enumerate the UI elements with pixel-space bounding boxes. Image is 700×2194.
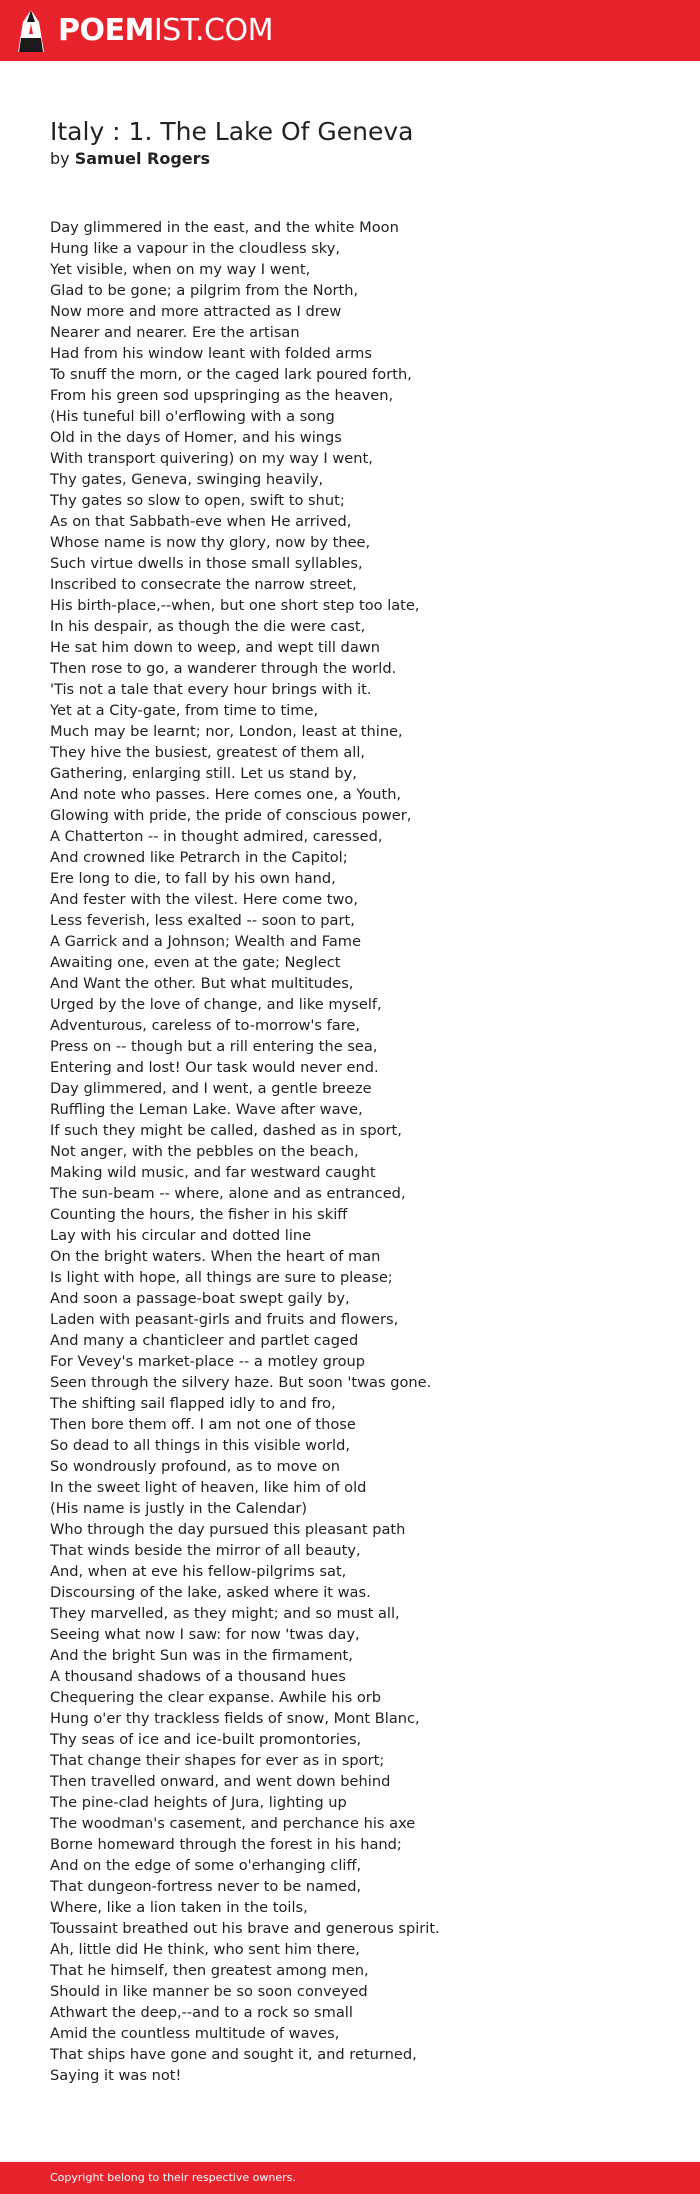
poem-line: They marvelled, as they might; and so must all,: [50, 1605, 400, 1622]
poem-line: Had from his window leant with folded arms: [50, 345, 372, 362]
poem-line: And on the edge of some o'erhanging cliff,: [50, 1857, 362, 1874]
poem-line: Thy gates so slow to open, swift to shut;: [50, 492, 345, 509]
poem-line: To snuff the morn, or the caged lark poured forth,: [50, 366, 412, 383]
poem-line: 'Tis not a tale that every hour brings with it.: [50, 681, 372, 698]
poem-line: Thy gates, Geneva, swinging heavily,: [50, 471, 324, 488]
poem-line: Yet at a City-gate, from time to time,: [50, 702, 319, 719]
poem-line: And many a chanticleer and partlet caged: [50, 1332, 359, 1349]
poem-line: Counting the hours, the fisher in his skiff: [50, 1206, 348, 1223]
poem-line: And soon a passage-boat swept gaily by,: [50, 1290, 350, 1307]
poem-line: Much may be learnt; nor, London, least at thine,: [50, 723, 403, 740]
poem-line: Chequering the clear expanse. Awhile his orb: [50, 1689, 382, 1706]
poem-line: Where, like a lion taken in the toils,: [50, 1899, 308, 1916]
poem-line: He sat him down to weep, and wept till dawn: [50, 639, 380, 656]
poem-line: The pine-clad heights of Jura, lighting up: [50, 1794, 347, 1811]
poem-line: Day glimmered in the east, and the white Moon: [50, 219, 399, 236]
poem-line: That change their shapes for ever as in sport;: [50, 1752, 385, 1769]
poem-line: In his despair, as though the die were cast,: [50, 618, 366, 635]
poem-line: That dungeon-fortress never to be named,: [50, 1878, 362, 1895]
author-link[interactable]: Samuel Rogers: [74, 149, 211, 168]
poem-line: Awaiting one, even at the gate; Neglect: [50, 954, 341, 971]
site-header: [0, 0, 700, 61]
poem-line: And, when at eve his fellow-pilgrims sat,: [50, 1563, 347, 1580]
poem-line: Saying it was not!: [50, 2067, 182, 2084]
pen-nib-icon: [14, 8, 48, 54]
poem-line: On the bright waters. When the heart of man: [50, 1248, 381, 1265]
site-name: [58, 8, 273, 54]
copyright-text: Copyright belong to their respective owners.: [50, 2171, 296, 2184]
poem-line: Glad to be gone; a pilgrim from the North,: [50, 282, 359, 299]
poem-line: A thousand shadows of a thousand hues: [50, 1668, 346, 1685]
poem-line: Now more and more attracted as I drew: [50, 303, 342, 320]
poem-line: Then travelled onward, and went down behind: [50, 1773, 391, 1790]
poem-line: (His name is justly in the Calendar): [50, 1500, 308, 1517]
poem-line: From his green sod upspringing as the heaven,: [50, 387, 394, 404]
poem-line: For Vevey's market-place -- a motley group: [50, 1353, 366, 1370]
poem-line: His birth-place,--when, but one short step too late,: [50, 597, 420, 614]
poem-line: Lay with his circular and dotted line: [50, 1227, 312, 1244]
poem-line: So wondrously profound, as to move on: [50, 1458, 341, 1475]
poem-line: Seen through the silvery haze. But soon 'twas gone.: [50, 1374, 432, 1391]
poem-line: Athwart the deep,--and to a rock so small: [50, 2004, 353, 2021]
poem-line: In the sweet light of heaven, like him of old: [50, 1479, 367, 1496]
poem-line: And Want the other. But what multitudes,: [50, 975, 354, 992]
poem-line: A Chatterton -- in thought admired, caressed,: [50, 828, 383, 845]
poem-line: Ruffling the Leman Lake. Wave after wave,: [50, 1101, 363, 1118]
poem-line: Borne homeward through the forest in his hand;: [50, 1836, 402, 1853]
poem-line: Gathering, enlarging still. Let us stand by,: [50, 765, 357, 782]
poem-line: If such they might be called, dashed as in sport,: [50, 1122, 402, 1139]
site-name-thin: IST.COM: [153, 13, 273, 48]
poem-line: With transport quivering) on my way I went,: [50, 450, 373, 467]
poem-line: Less feverish, less exalted -- soon to part,: [50, 912, 355, 929]
poem-line: That ships have gone and sought it, and returned,: [50, 2046, 417, 2063]
poem-line: Then rose to go, a wanderer through the world.: [50, 660, 397, 677]
poem-line: And note who passes. Here comes one, a Youth,: [50, 786, 402, 803]
poem-line: Should in like manner be so soon conveyed: [50, 1983, 368, 2000]
poem-line: And fester with the vilest. Here come two,: [50, 891, 358, 908]
poem-line: Discoursing of the lake, asked where it was.: [50, 1584, 371, 1601]
poem-line: Old in the days of Homer, and his wings: [50, 429, 342, 446]
poem-line: Making wild music, and far westward caught: [50, 1164, 376, 1181]
poem-line: And the bright Sun was in the firmament,: [50, 1647, 353, 1664]
poem-line: That winds beside the mirror of all beauty,: [50, 1542, 361, 1559]
poem-body: [50, 217, 670, 2086]
poem-line: Hung like a vapour in the cloudless sky,: [50, 240, 341, 257]
poem-line: Nearer and nearer. Ere the artisan: [50, 324, 300, 341]
poem-line: Yet visible, when on my way I went,: [50, 261, 311, 278]
byline: [50, 148, 210, 170]
poem-line: Urged by the love of change, and like myself,: [50, 996, 382, 1013]
poem-line: Inscribed to consecrate the narrow street,: [50, 576, 357, 593]
poem-line: That he himself, then greatest among men,: [50, 1962, 369, 1979]
poem-line: So dead to all things in this visible world,: [50, 1437, 350, 1454]
by-label: by: [50, 149, 70, 168]
site-name-bold: POEM: [58, 13, 154, 48]
poem-line: They hive the busiest, greatest of them all,: [50, 744, 366, 761]
poem-line: Whose name is now thy glory, now by thee,: [50, 534, 371, 551]
site-logo[interactable]: [14, 8, 273, 54]
poem-line: Glowing with pride, the pride of conscious power,: [50, 807, 412, 824]
poem-line: (His tuneful bill o'erflowing with a song: [50, 408, 335, 425]
poem-line: A Garrick and a Johnson; Wealth and Fame: [50, 933, 361, 950]
poem-line: The shifting sail flapped idly to and fro,: [50, 1395, 336, 1412]
poem-line: Adventurous, careless of to-morrow's fare,: [50, 1017, 361, 1034]
poem-line: Day glimmered, and I went, a gentle breeze: [50, 1080, 372, 1097]
poem-line: Who through the day pursued this pleasant path: [50, 1521, 406, 1538]
poem-line: Seeing what now I saw: for now 'twas day,: [50, 1626, 360, 1643]
poem-line: The sun-beam -- where, alone and as entranced,: [50, 1185, 406, 1202]
poem-line: Ere long to die, to fall by his own hand,: [50, 870, 336, 887]
poem-line: Press on -- though but a rill entering the sea,: [50, 1038, 378, 1055]
poem-line: Toussaint breathed out his brave and generous spirit.: [50, 1920, 440, 1937]
poem-title: Italy : 1. The Lake Of Geneva: [50, 117, 414, 146]
poem-line: Such virtue dwells in those small syllables,: [50, 555, 363, 572]
site-footer: [0, 2162, 700, 2194]
poem-line: Then bore them off. I am not one of those: [50, 1416, 356, 1433]
poem-line: Is light with hope, all things are sure to please;: [50, 1269, 393, 1286]
poem-line: The woodman's casement, and perchance his axe: [50, 1815, 416, 1832]
poem-line: Thy seas of ice and ice-built promontories,: [50, 1731, 362, 1748]
poem-line: Amid the countless multitude of waves,: [50, 2025, 340, 2042]
poem-line: Hung o'er thy trackless fields of snow, Mont Blanc,: [50, 1710, 420, 1727]
poem-line: Not anger, with the pebbles on the beach,: [50, 1143, 359, 1160]
poem-line: Entering and lost! Our task would never end.: [50, 1059, 379, 1076]
poem-line: And crowned like Petrarch in the Capitol;: [50, 849, 348, 866]
poem-line: Ah, little did He think, who sent him there,: [50, 1941, 360, 1958]
poem-line: As on that Sabbath-eve when He arrived,: [50, 513, 352, 530]
poem-line: Laden with peasant-girls and fruits and flowers,: [50, 1311, 399, 1328]
